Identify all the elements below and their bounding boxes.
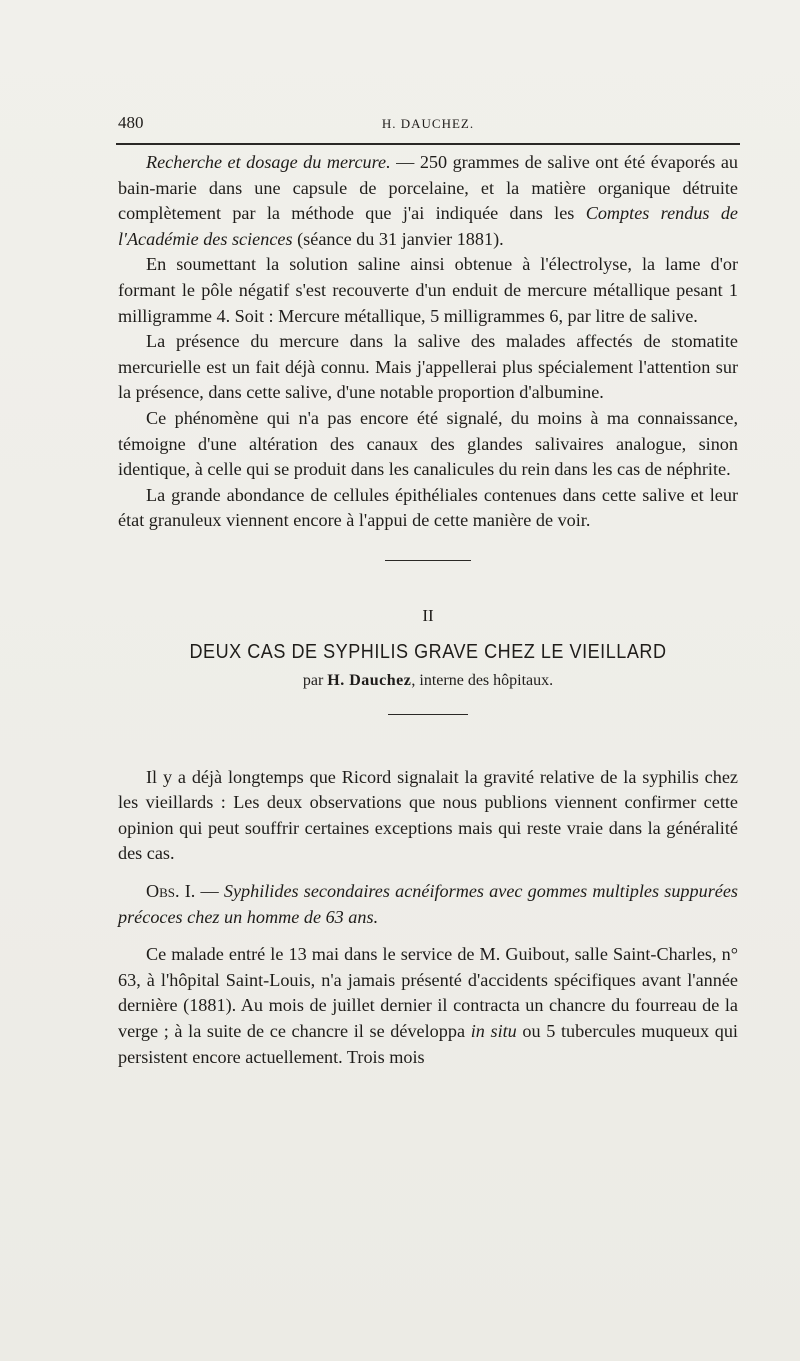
italic-in-situ: in situ: [470, 1021, 517, 1042]
running-author: H. DAUCHEZ.: [381, 116, 475, 131]
page-body: [118, 150, 738, 1070]
paragraph-phenomenon: Ce phénomène qui n'a pas encore été signalé, du moins à ma connaissance, témoigne d'une altération des canaux des glandes salivaires analogue, sinon identique, à celle qui se produit dans les canalicules du rein dans les cas de néphrite.: [118, 407, 738, 480]
byline-suffix: , interne des hôpitaux.: [411, 672, 554, 690]
page-number: 480: [118, 113, 144, 132]
case-text: Ce malade entré le 13 mai dans le service de M. Guibout, salle Saint-Charles, n° 63, à l'hôpital Saint-Louis, n'a jamais présenté d'accidents spécifiques avant l'année dernière (1881). Au mois de juillet dernier il contracta un chancre du fourreau de la verge ; à la suite de ce chancre il se développa: [118, 944, 738, 1042]
observation-dash: —: [195, 881, 224, 902]
case-text-end: ou 5 tubercules muqueux qui persistent encore actuellement. Trois mois: [118, 1021, 738, 1067]
header-rule: [116, 143, 740, 145]
byline-prefix: par: [302, 672, 328, 690]
paragraph-case: [118, 942, 738, 1070]
paragraph-intro: Il y a déjà longtemps que Ricord signalait la gravité relative de la syphilis chez les vieillards : Les deux observations que nous publions viennent confirmer cette opinion qui peut souffrir certaines exceptions mais qui reste vraie dans la généralité des cas.: [118, 766, 738, 864]
section-number: II: [422, 605, 434, 625]
byline: [118, 668, 738, 694]
paragraph-epithelial-cells: La grande abondance de cellules épithéliales contenues dans cette salive et leur état granuleux viennent encore à l'appui de cette manière de voir.: [118, 484, 738, 531]
paragraph-electrolysis: En soumettant la solution saline ainsi obtenue à l'électrolyse, la lame d'or formant le pôle négatif s'est recouverte d'un enduit de mercure métallique pesant 1 milligramme 4. Soit : Mercure métallique, 5 milligrammes 6, par litre de salive.: [118, 254, 738, 326]
paragraph-text: (séance du 31 janvier 1881).: [292, 228, 504, 249]
observation-title: Syphilides secondaires acnéiformes avec gommes multiples suppurées précoces chez un homme de 63 ans.: [118, 881, 738, 927]
italic-reference: Comptes rendus de l'Académie des sciences: [118, 203, 738, 249]
paragraph-albumin: La présence du mercure dans la salive des malades affectés de stomatite mercurielle est un fait déjà connu. Mais j'appellerai plus spécialement l'attention sur la présence, dans cette salive, d'une notable proportion d'albumine.: [118, 331, 738, 403]
byline-author: H. Dauchez: [327, 672, 412, 690]
paragraph-mercury-assay: [118, 150, 738, 252]
observation-label: Obs. I.: [146, 881, 196, 902]
observation-heading: [118, 879, 738, 930]
paragraph-text: — 250 grammes de salive ont été évaporés au bain-marie dans une capsule de porcelaine, et la matière organique détruite complètement par la méthode que j'ai indiquée dans les: [118, 152, 738, 224]
subheading-italic: Recherche et dosage du mercure.: [146, 152, 391, 172]
article-title: DEUX CAS DE SYPHILIS GRAVE CHEZ LE VIEILLARD: [189, 639, 667, 663]
running-header: [118, 113, 738, 137]
